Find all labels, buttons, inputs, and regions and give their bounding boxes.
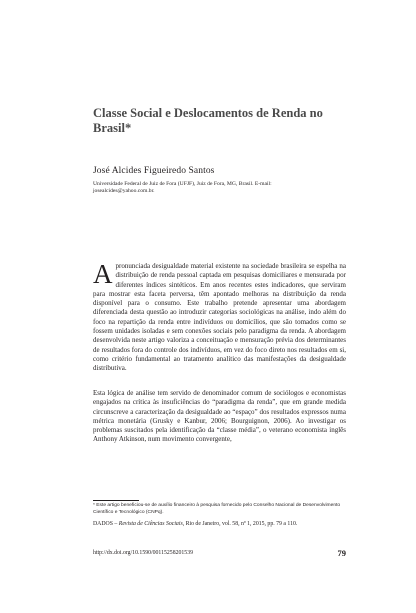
footnote-divider xyxy=(93,500,139,501)
article-title: Classe Social e Deslocamentos de Renda no Brasil* xyxy=(93,106,323,135)
journal-citation xyxy=(93,521,346,528)
body-paragraph-2: Esta lógica de análise tem servido de denominador comum de sociólogos e economistas engajados na crítica às insuficiências do “paradigma da renda”, que em grande medida circunscreve a caracterização da desigualdade ao “espaço” dos resultados expressos numa métrica monetária (Grusky e Kanbur, 2006; Bourguignon, 2006). Ao investigar os problemas suscitados pela identificação da “classe média”, o veterano economista inglês Anthony Atkinson, num movimento convergente, xyxy=(93,389,346,444)
drop-cap: A xyxy=(93,259,113,289)
citation-prefix: DADOS – xyxy=(93,521,119,527)
paragraph-1-text: pronunciada desigualdade material existente na sociedade brasileira se espelha na distribuição de renda pessoal captada em pesquisas domiciliares e mensurada por diferentes índices sintéticos. Em anos recentes estes indicadores, que serviram para mostrar esta faceta perversa, têm apontado melhoras na distribuição da renda disponível para o consumo. Este trabalho pretende apresentar uma abordagem diferenciada desta questão ao introduzir categorias sociológicas na análise, indo além do foco na repartição da renda entre indivíduos ou domicílios, que são tomados como se fossem unidades isoladas e sem conexões sociais pelo paradigma da renda. A abordagem desenvolvida neste artigo valoriza a conceituação e mensuração prévia dos determinantes de resultados fora do controle dos indivíduos, em vez do foco direto nos resultados em si, como critério fundamental ao tratamento analítico das manifestações da desigualdade distributiva. xyxy=(93,262,346,373)
citation-suffix: , Rio de Janeiro, vol. 58, nº 1, 2015, pp. 79 a 110. xyxy=(182,521,298,527)
affiliation-line: Universidade Federal de Juiz de Fora (UFJF), Juiz de Fora, MG, Brasil. E-mail: xyxy=(93,181,272,187)
page-number: 79 xyxy=(337,548,346,558)
body-paragraph-1 xyxy=(93,259,346,374)
citation-journal: Revista de Ciências Sociais xyxy=(118,521,183,527)
author-affiliation xyxy=(93,181,325,195)
doi-link[interactable]: http://dx.doi.org/10.1590/00115258201539 xyxy=(93,550,193,556)
affiliation-email: josealcides@yahoo.com.br. xyxy=(93,188,155,195)
footnote: * Este artigo beneficiou-se de auxílio financeiro à pesquisa fornecido pelo Conselho Nacional de Desenvolvimento Científico e Tecnológico (CNPq). xyxy=(93,503,341,515)
author-name: José Alcides Figueiredo Santos xyxy=(93,166,215,176)
